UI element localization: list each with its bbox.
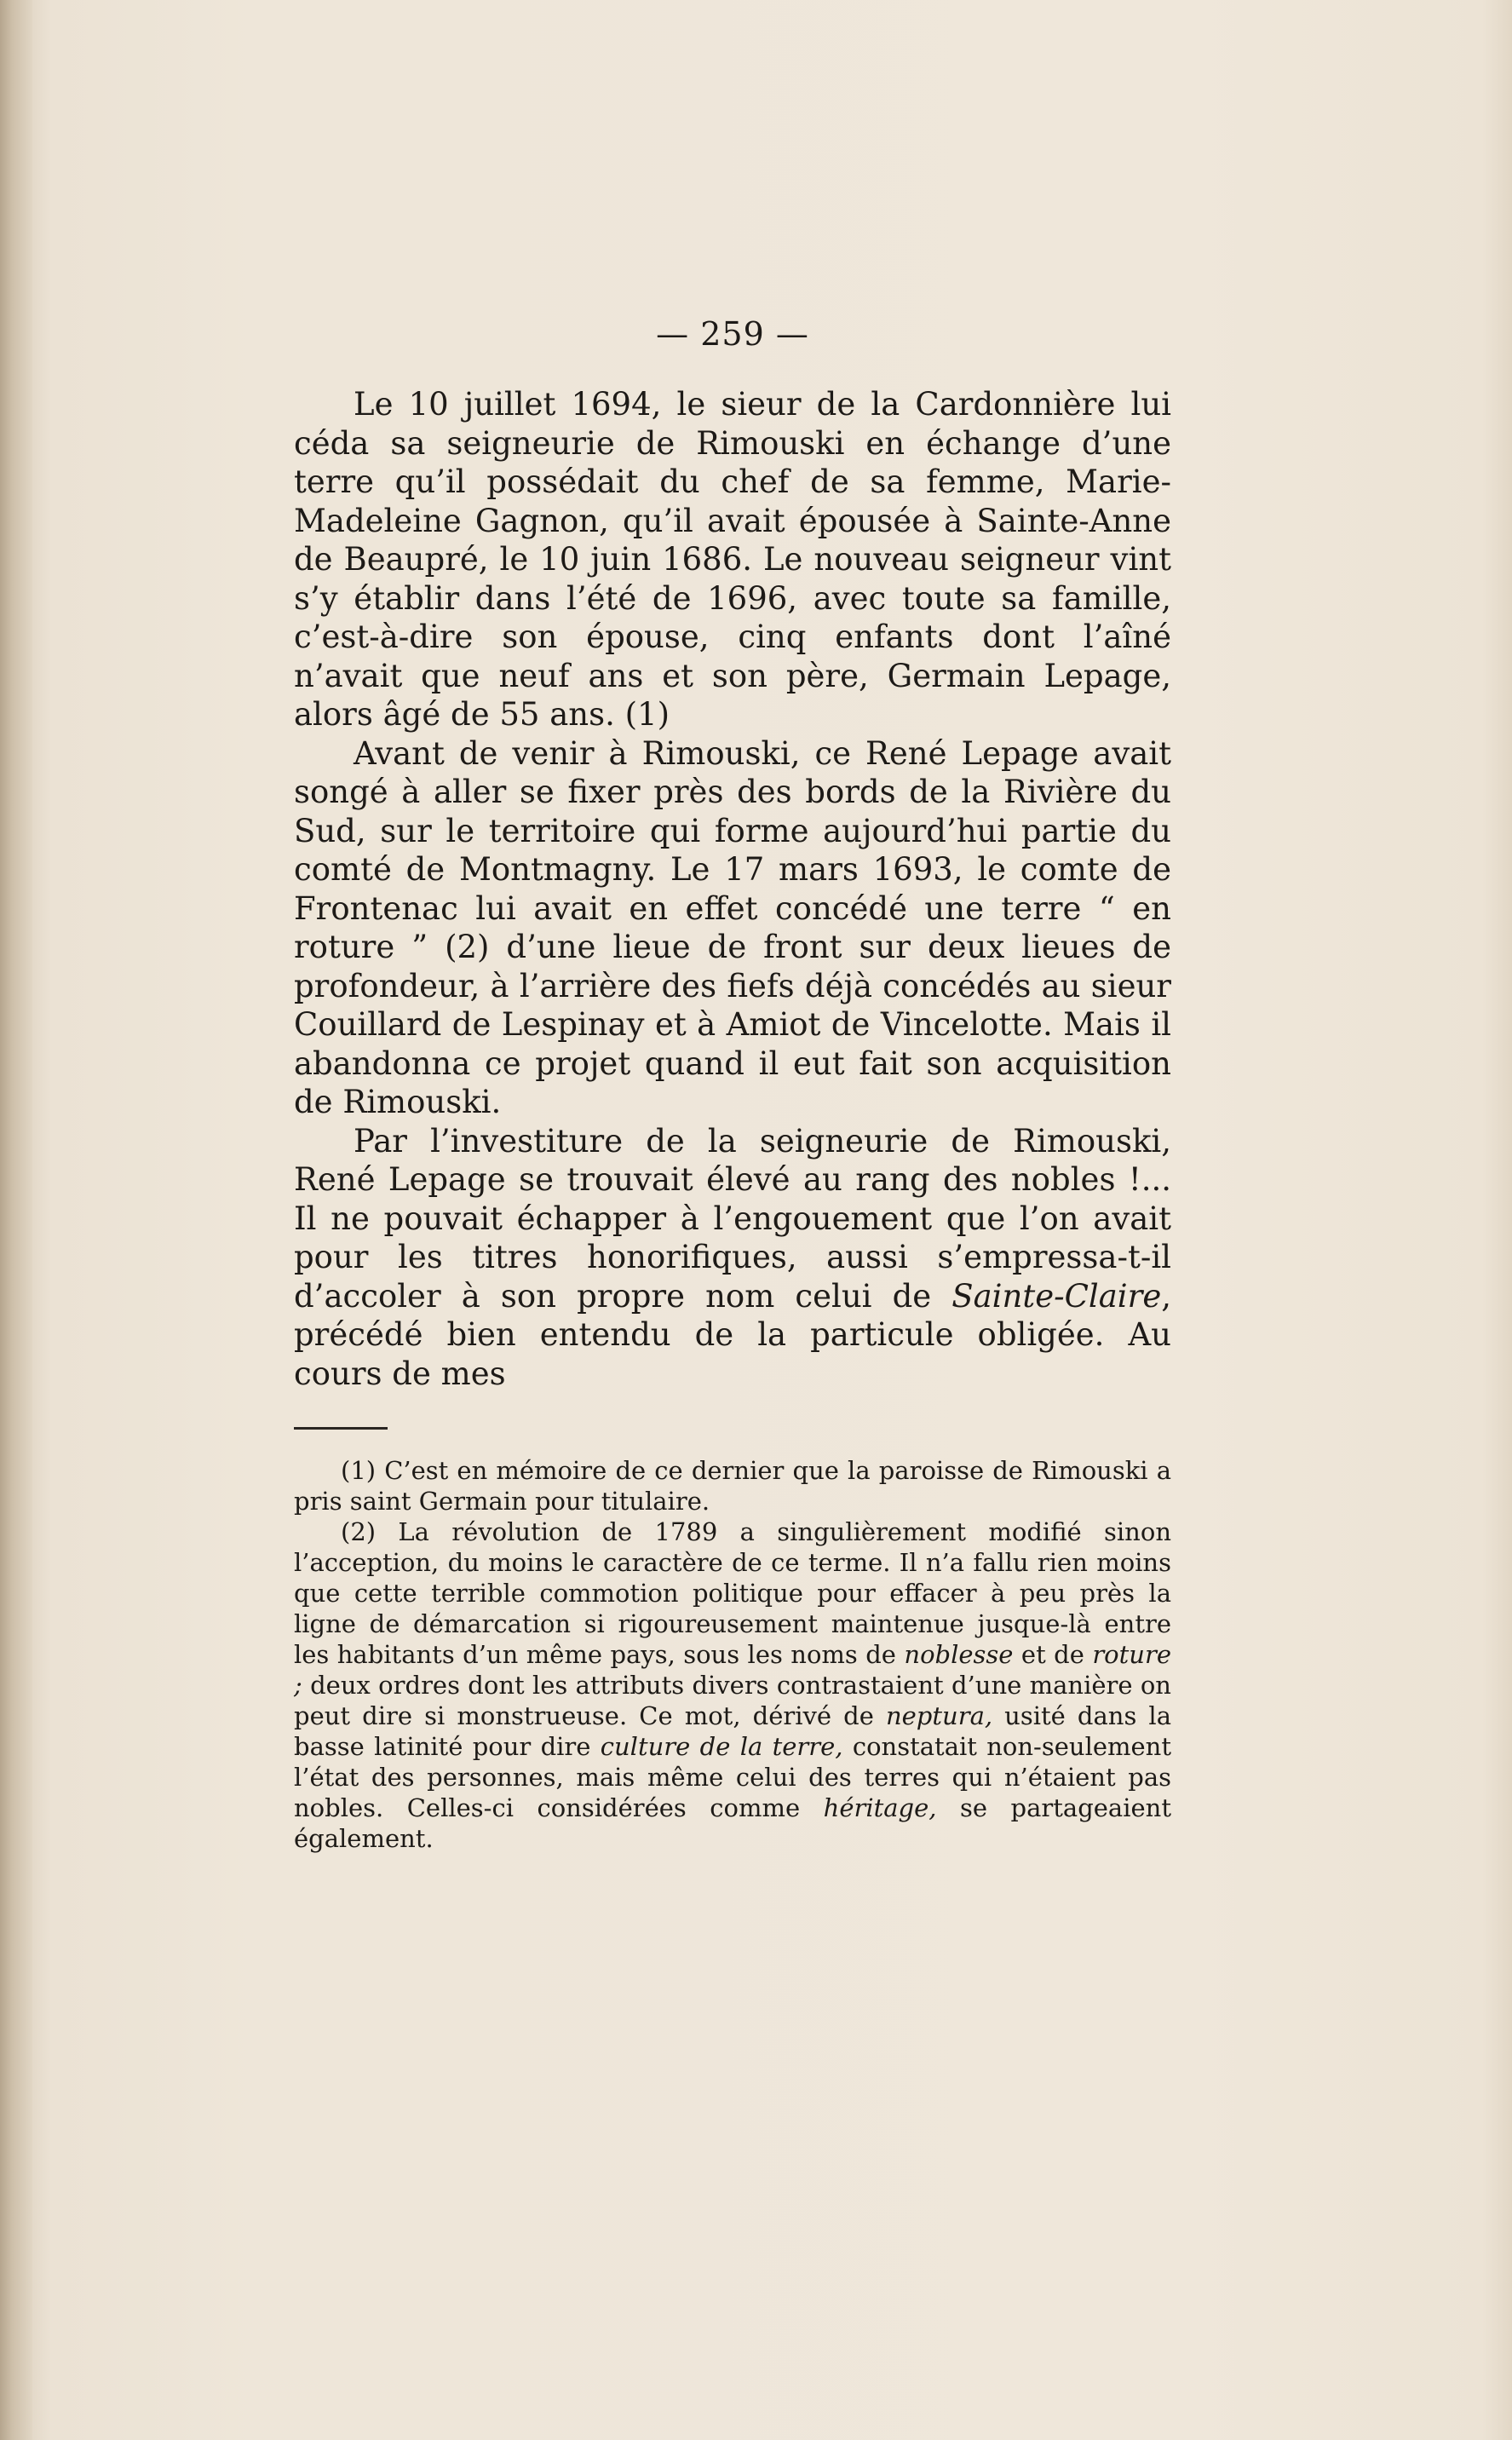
- footnote-2-text-4: usité dans la basse latinité pour dire: [294, 1701, 1171, 1761]
- paragraph-3-italic: Sainte-Claire: [951, 1277, 1162, 1315]
- footnote-2-text-6: se partageaient également.: [294, 1793, 1171, 1853]
- footnote-divider: [294, 1427, 388, 1430]
- paragraph-1: Le 10 juillet 1694, le sieur de la Cardonnière lui céda sa seigneurie de Rimouski en échange d’une terre qu’il possédait du chef de sa femme, Marie-Madeleine Gagnon, qu’il avait épousée à Sainte-Anne de Beaupré, le 10 juin 1686. Le nouveau seigneur vint s’y établir dans l’été de 1696, avec toute sa famille, c’est-à-dire son épouse, cinq enfants dont l’aîné n’avait que neuf ans et son père, Germain Lepage, alors âgé de 55 ans. (1): [294, 386, 1171, 733]
- footnote-2-italic-1: noblesse: [904, 1640, 1014, 1669]
- footnote-1: (1) C’est en mémoire de ce dernier que la paroisse de Rimouski a pris saint Germain pour titulaire.: [294, 1456, 1171, 1516]
- footnote-2-italic-5: héritage,: [823, 1793, 937, 1822]
- text-block: [294, 315, 1171, 1854]
- footnote-2-italic-2: roture ;: [294, 1640, 1171, 1700]
- footnote-2-text-5: constatait non-seulement l’état des personnes, mais même celui des terres qui n’étaient pas nobles. Celles-ci considérées comme: [294, 1732, 1172, 1822]
- paragraph-2: Avant de venir à Rimouski, ce René Lepage avait songé à aller se fixer près des bords de la Rivière du Sud, sur le territoire qui forme aujourd’hui partie du comté de Montmagny. Le 17 mars 1693, le comte de Frontenac lui avait en effet concédé une terre “ en roture ” (2) d’une lieue de front sur deux lieues de profondeur, à l’arrière des fiefs déjà concédés au sieur Couillard de Lespinay et à Amiot de Vincelotte. Mais il abandonna ce projet quand il eut fait son acquisition de Rimouski.: [294, 734, 1171, 1120]
- page-number: — 259 —: [656, 315, 809, 353]
- footnote-2-text-1: (2) La révolution de 1789 a singulièrement modifié sinon l’acception, du moins le caractère de ce terme. Il n’a fallu rien moins que cette terrible commotion politique pour effacer à peu près la ligne de démarcation si rigoureusement maintenue jusque-là entre les habitants d’un même pays, sous les noms de: [294, 1517, 1171, 1669]
- footnote-2: [294, 1516, 1171, 1854]
- footnote-2-text-3: deux ordres dont les attributs divers contrastaient d’une manière on peut dire si monstrueuse. Ce mot, dérivé de: [294, 1671, 1171, 1730]
- footnote-2-italic-3: neptura,: [885, 1701, 993, 1730]
- page-gutter: [0, 0, 32, 2440]
- footnote-2-italic-4: culture de la terre,: [600, 1732, 843, 1761]
- footnote-2-text-2: et de: [1013, 1640, 1093, 1669]
- paragraph-3-text-b: , précédé bien entendu de la particule obligée. Au cours de mes: [294, 1277, 1171, 1392]
- paragraph-3-text-a: Par l’investiture de la seigneurie de Rimouski, René Lepage se trouvait élevé au rang des nobles !... Il ne pouvait échapper à l’engouement que l’on avait pour les titres honorifiques, aussi s’empressa-t-il d’accoler à son propre nom celui de: [294, 1122, 1171, 1315]
- paragraph-3: [294, 1122, 1171, 1394]
